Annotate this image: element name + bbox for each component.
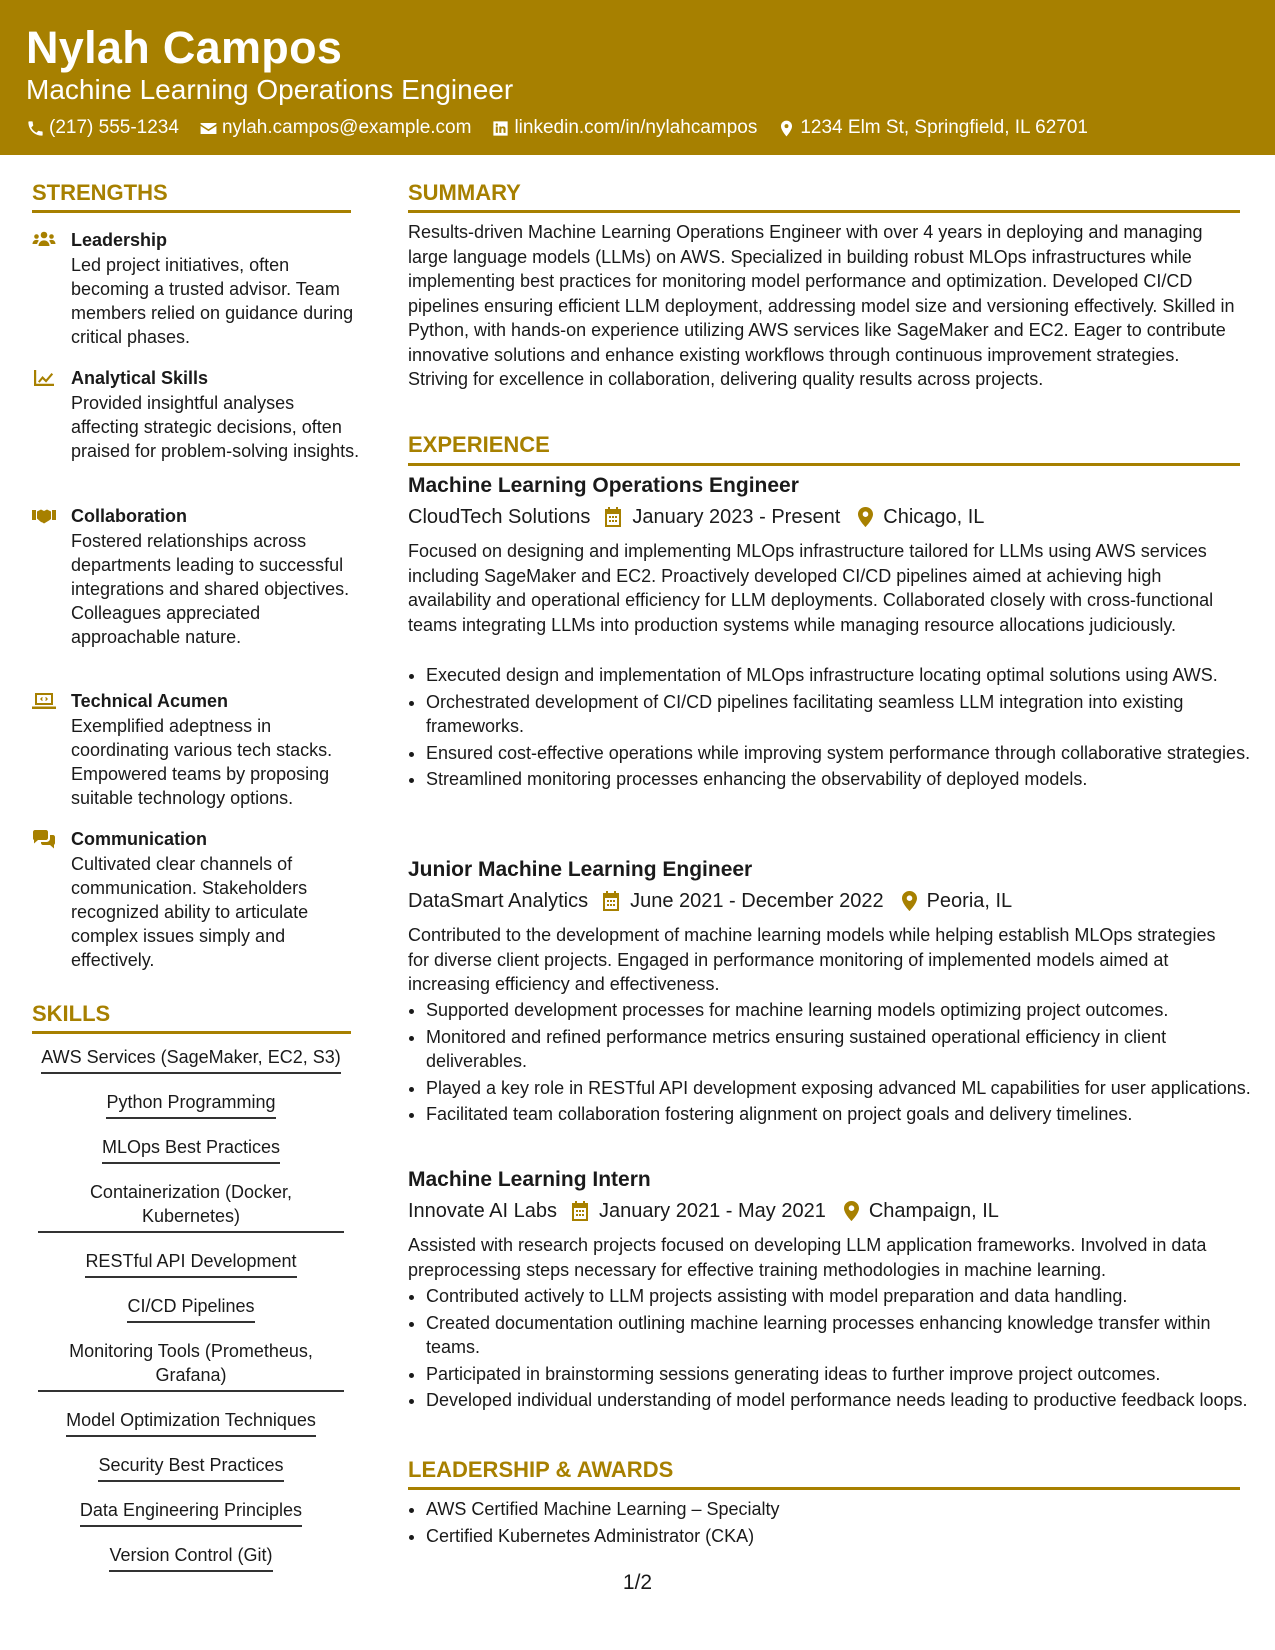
job-dates: January 2021 - May 2021 — [599, 1200, 826, 1222]
bullet-item: • Ensured cost-effective operations while improving system performance through collaborative strategies. — [426, 741, 1256, 766]
job-bullets — [408, 663, 1256, 794]
skill-item: MLOps Best Practices — [38, 1135, 344, 1164]
skill-item: AWS Services (SageMaker, EC2, S3) — [38, 1045, 344, 1074]
users-icon — [32, 230, 56, 250]
experience-heading: EXPERIENCE — [408, 432, 550, 457]
awards-list — [408, 1497, 1256, 1550]
bullet-item: • Streamlined monitoring processes enhancing the observability of deployed models. — [426, 767, 1256, 792]
calendar-icon — [604, 507, 622, 527]
bullet-item: • Contributed actively to LLM projects assisting with model preparation and data handling. — [426, 1284, 1256, 1309]
strength-title: Technical Acumen — [71, 691, 229, 711]
strength-title: Collaboration — [71, 506, 187, 526]
address-text: 1234 Elm St, Springfield, IL 62701 — [800, 117, 1089, 138]
bullet-item: • Supported development processes for machine learning models optimizing project outcomes. — [426, 998, 1256, 1023]
skill-item: Monitoring Tools (Prometheus, Grafana) — [38, 1339, 344, 1392]
contact-bar — [26, 116, 1108, 140]
skill-item: RESTful API Development — [38, 1249, 344, 1278]
strength-desc: Led project initiatives, often becoming a trusted advisor. Team members relied on guidance during critical phases. — [71, 255, 354, 347]
strength-title: Communication — [71, 829, 208, 849]
strength-desc: Exemplified adeptness in coordinating various tech stacks. Empowered teams by proposing suitable technology options. — [71, 716, 333, 808]
summary-text: Results-driven Machine Learning Operations Engineer with over 4 years in deploying and managing large language models (LLMs) on AWS. Specialized in building robust MLOps infrastructures while implementing best practices for monitoring model performance and optimization. Developed CI/CD pipelines ensuring efficient LLM deployment, addressing model size and versioning effectively. Skilled in Python, with hands-on experience utilizing AWS services like SageMaker and EC2. Eager to contribute innovative solutions and enhance existing workflows through continuous improvement strategies. Striving for excellence in collaboration, delivering quality results across projects. — [408, 222, 1235, 389]
job-company: DataSmart Analytics — [408, 890, 589, 912]
calendar-icon — [571, 1201, 589, 1221]
bullet-item: • Developed individual understanding of model performance needs leading to productive feedback loops. — [426, 1388, 1256, 1413]
candidate-role: Machine Learning Operations Engineer — [26, 74, 514, 105]
job-description: Assisted with research projects focused on developing LLM application frameworks. Involved in data preprocessing steps necessary for effective training methodologies in machine learning. — [408, 1235, 1207, 1280]
job-description: Contributed to the development of machine learning models while helping establish MLOps strategies for diverse client projects. Engaged in performance monitoring of implemented models aimed at increasing efficiency and effectiveness. — [408, 925, 1216, 994]
skills-heading: SKILLS — [32, 1001, 111, 1026]
summary-divider — [408, 210, 1240, 213]
contact-linkedin[interactable] — [491, 116, 757, 140]
job-bullets — [408, 1284, 1256, 1415]
page-number: 1/2 — [622, 1571, 653, 1594]
strength-title: Analytical Skills — [71, 368, 209, 388]
job-description: Focused on designing and implementing MLOps infrastructure tailored for LLMs using AWS services including SageMaker and EC2. Proactively developed CI/CD pipelines aimed at achieving high availability and operational efficiency for LLM deployments. Collaborated closely with cross-functional teams integrating LLMs into production systems while managing resource allocations judiciously. — [408, 541, 1214, 635]
job-location: Champaign, IL — [868, 1200, 999, 1222]
contact-phone — [26, 116, 179, 140]
job-title: Machine Learning Intern — [408, 1168, 651, 1191]
skill-item: Containerization (Docker, Kubernetes) — [38, 1180, 344, 1233]
job-company: Innovate AI Labs — [408, 1200, 558, 1222]
skill-item: Data Engineering Principles — [38, 1498, 344, 1527]
laptop-code-icon — [32, 691, 56, 711]
skill-item: Python Programming — [38, 1090, 344, 1119]
bullet-item: • Created documentation outlining machine learning processes enhancing knowledge transfer within teams. — [426, 1311, 1256, 1360]
bullet-item: • Orchestrated development of CI/CD pipelines facilitating seamless LLM integration into existing frameworks. — [426, 690, 1256, 739]
bullet-item: • Facilitated team collaboration fostering alignment on project goals and delivery timelines. — [426, 1102, 1256, 1127]
handshake-icon — [32, 506, 56, 526]
map-pin-icon — [858, 507, 873, 527]
contact-email[interactable] — [199, 116, 472, 140]
award-item: • AWS Certified Machine Learning – Specialty — [426, 1497, 1256, 1522]
job-meta — [408, 504, 984, 530]
candidate-name: Nylah Campos — [26, 22, 343, 73]
job-company: CloudTech Solutions — [408, 506, 591, 528]
award-item: • Certified Kubernetes Administrator (CKA) — [426, 1524, 1256, 1549]
skill-item: Version Control (Git) — [38, 1543, 344, 1572]
resume-header — [0, 0, 1275, 155]
summary-heading: SUMMARY — [408, 180, 521, 205]
chart-line-icon — [32, 368, 56, 388]
skill-item: Security Best Practices — [38, 1453, 344, 1482]
skill-item: CI/CD Pipelines — [38, 1294, 344, 1323]
map-pin-icon — [844, 1201, 859, 1221]
strengths-heading: STRENGTHS — [32, 180, 168, 205]
linkedin-link[interactable]: linkedin.com/in/nylahcampos — [514, 117, 758, 138]
skill-item: Model Optimization Techniques — [38, 1408, 344, 1437]
envelope-icon — [199, 119, 218, 138]
map-pin-icon — [902, 891, 917, 911]
strength-desc: Cultivated clear channels of communication. Stakeholders recognized ability to articulate complex issues simply and effectively. — [71, 854, 309, 970]
skills-divider — [32, 1031, 351, 1034]
job-title: Junior Machine Learning Engineer — [408, 858, 753, 881]
bullet-item: • Executed design and implementation of MLOps infrastructure locating optimal solutions using AWS. — [426, 663, 1256, 688]
calendar-icon — [602, 891, 620, 911]
strength-desc: Fostered relationships across departments leading to successful integrations and shared objectives. Colleagues appreciated approachable nature. — [71, 531, 350, 647]
job-meta — [408, 888, 1012, 914]
bullet-item: • Participated in brainstorming sessions generating ideas to further improve project outcomes. — [426, 1362, 1256, 1387]
comments-icon — [32, 829, 56, 849]
contact-address — [777, 116, 1088, 140]
map-pin-icon — [777, 119, 796, 138]
phone-text: (217) 555-1234 — [49, 117, 179, 138]
job-location: Peoria, IL — [926, 890, 1013, 912]
bullet-item: • Monitored and refined performance metrics ensuring sustained operational efficiency in client deliverables. — [426, 1025, 1256, 1074]
email-link[interactable]: nylah.campos@example.com — [221, 117, 472, 138]
phone-icon — [26, 119, 45, 138]
strength-desc: Provided insightful analyses affecting strategic decisions, often praised for problem-solving insights. — [71, 393, 360, 461]
strength-title: Leadership — [71, 230, 168, 250]
job-location: Chicago, IL — [883, 506, 985, 528]
job-dates: January 2023 - Present — [632, 506, 841, 528]
job-title: Machine Learning Operations Engineer — [408, 474, 799, 497]
linkedin-icon — [491, 119, 510, 138]
job-dates: June 2021 - December 2022 — [630, 890, 884, 912]
strengths-divider — [32, 210, 351, 213]
experience-divider — [408, 463, 1240, 466]
awards-divider — [408, 1487, 1240, 1490]
skills-list — [38, 1045, 344, 1588]
job-bullets — [408, 998, 1256, 1129]
awards-heading: LEADERSHIP & AWARDS — [408, 1457, 674, 1482]
job-meta — [408, 1198, 999, 1224]
bullet-item: • Played a key role in RESTful API development exposing advanced ML capabilities for user applications. — [426, 1076, 1256, 1101]
